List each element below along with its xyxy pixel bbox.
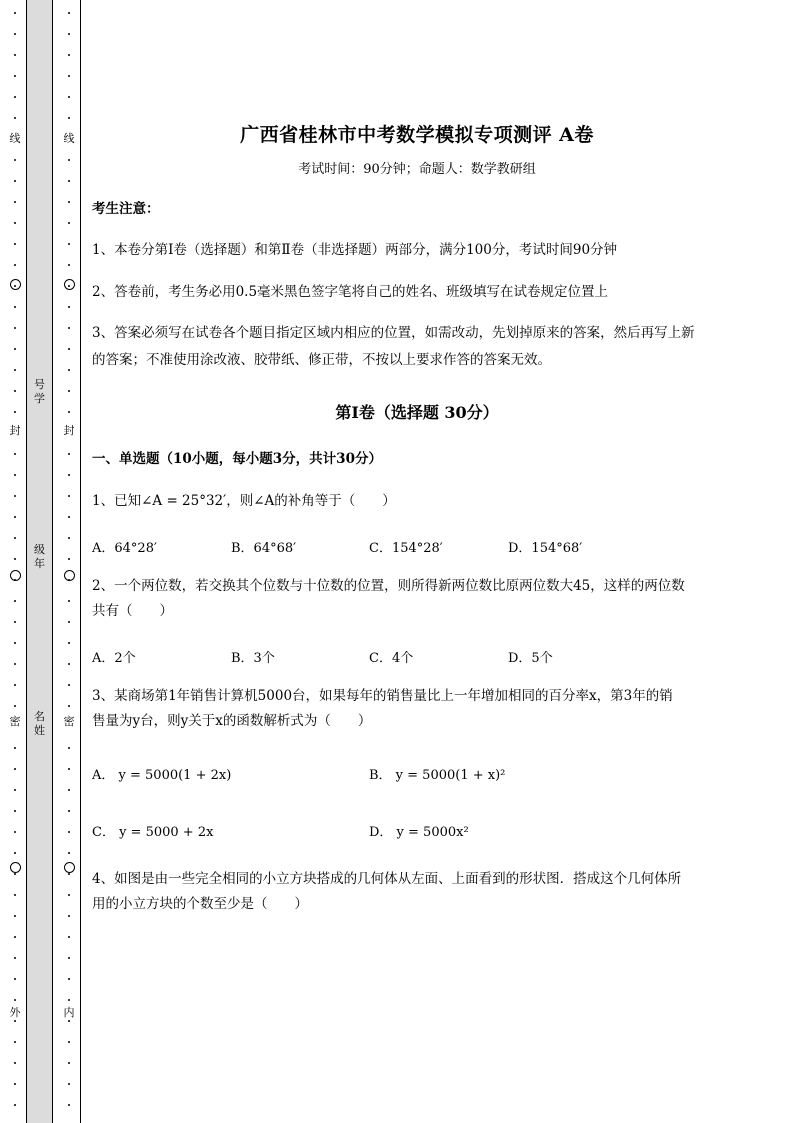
binding-dot xyxy=(14,348,16,350)
inner-dotted-line xyxy=(62,0,76,1123)
binding-dot xyxy=(68,873,70,875)
outer-circle xyxy=(10,279,21,290)
binding-dot xyxy=(68,1104,70,1106)
binding-dot xyxy=(14,1041,16,1043)
question-1-option-b[interactable]: B．64°68′ xyxy=(231,541,297,556)
section-title: 第I卷（选择题 30分） xyxy=(335,403,499,422)
binding-dot xyxy=(68,558,70,560)
notice-item-3: 3、答案必须写在试卷各个题目指定区域内相应的位置，如需改动，先划掉原来的答案，然后再写上新 xyxy=(92,325,695,341)
question-2-stem: 2、一个两位数，若交换其个位数与十位数的位置，则所得新两位数比原两位数大45，这样的两位数 xyxy=(92,578,685,594)
binding-dot xyxy=(14,369,16,371)
question-3-option-d[interactable]: D． y = 5000x² xyxy=(369,825,469,840)
binding-dot xyxy=(14,852,16,854)
binding-dot xyxy=(14,12,16,14)
binding-dot xyxy=(68,852,70,854)
binding-dot xyxy=(14,180,16,182)
binding-dot xyxy=(68,369,70,371)
binding-dot xyxy=(68,348,70,350)
binding-dot xyxy=(68,243,70,245)
binding-dot xyxy=(14,306,16,308)
binding-dot xyxy=(14,201,16,203)
binding-dot xyxy=(14,1062,16,1064)
binding-dot xyxy=(14,1083,16,1085)
question-3-stem-cont: 售量为y台，则y关于x的函数解析式为（ ） xyxy=(92,713,372,729)
question-2-stem-cont: 共有（ ） xyxy=(92,603,173,619)
binding-dot xyxy=(68,264,70,266)
inner-circle xyxy=(64,279,75,290)
question-4-stem-cont: 用的小立方块的个数至少是（ ） xyxy=(92,896,308,912)
binding-dot xyxy=(14,600,16,602)
binding-dot xyxy=(68,621,70,623)
binding-dot xyxy=(68,96,70,98)
binding-dot xyxy=(14,117,16,119)
binding-dot xyxy=(68,789,70,791)
binding-dot xyxy=(68,894,70,896)
binding-dot xyxy=(68,915,70,917)
outer-circle xyxy=(10,862,21,873)
part-heading: 一、单选题（10小题，每小题3分，共计30分） xyxy=(92,451,382,467)
binding-rule xyxy=(80,0,81,1123)
binding-dot xyxy=(14,222,16,224)
binding-dot xyxy=(14,243,16,245)
binding-dot xyxy=(68,327,70,329)
binding-dot xyxy=(68,516,70,518)
binding-dot xyxy=(14,159,16,161)
inner-circle xyxy=(64,862,75,873)
binding-dot xyxy=(14,663,16,665)
binding-dot xyxy=(14,327,16,329)
name-field-label: 名姓 xyxy=(34,710,45,737)
binding-dot xyxy=(14,894,16,896)
binding-dot xyxy=(14,558,16,560)
binding-dot xyxy=(14,621,16,623)
binding-dot xyxy=(14,957,16,959)
binding-dot xyxy=(68,1020,70,1022)
binding-dot xyxy=(14,474,16,476)
binding-dot xyxy=(68,33,70,35)
binding-dot xyxy=(14,33,16,35)
binding-dot xyxy=(68,978,70,980)
binding-dot xyxy=(68,999,70,1001)
notice-item-2: 2、答卷前，考生务必用0.5毫米黑色签字笔将自己的姓名、班级填写在试卷规定位置上 xyxy=(92,284,609,300)
binding-dot xyxy=(14,516,16,518)
binding-dot xyxy=(68,1041,70,1043)
binding-dot xyxy=(14,831,16,833)
class-field-label: 级年 xyxy=(34,543,45,570)
exam-subtitle: 考试时间：90分钟；命题人：数学教研组 xyxy=(298,162,536,177)
question-2-option-b[interactable]: B．3个 xyxy=(231,651,275,666)
binding-dot xyxy=(14,873,16,875)
binding-dot xyxy=(68,936,70,938)
outer-mark-wai: 外 xyxy=(9,1006,21,1019)
question-2-option-d[interactable]: D．5个 xyxy=(508,651,553,666)
binding-dot xyxy=(68,810,70,812)
binding-dot xyxy=(68,180,70,182)
binding-dot xyxy=(68,12,70,14)
binding-dot xyxy=(14,915,16,917)
binding-dot xyxy=(14,495,16,497)
binding-dot xyxy=(14,96,16,98)
outer-dotted-line xyxy=(8,0,22,1123)
question-3-option-b[interactable]: B． y = 5000(1 + x)² xyxy=(369,768,506,783)
binding-dot xyxy=(14,978,16,980)
question-3-option-a[interactable]: A． y = 5000(1 + 2x) xyxy=(92,768,232,783)
binding-dot xyxy=(68,474,70,476)
binding-dot xyxy=(68,117,70,119)
outer-circle xyxy=(10,570,21,581)
binding-dot xyxy=(14,936,16,938)
binding-dot xyxy=(14,264,16,266)
binding-dot xyxy=(68,75,70,77)
binding-dot xyxy=(68,495,70,497)
notice-item-3-cont: 的答案；不准使用涂改液、胶带纸、修正带，不按以上要求作答的答案无效。 xyxy=(92,352,551,368)
binding-dot xyxy=(14,642,16,644)
binding-dot xyxy=(14,537,16,539)
binding-dot xyxy=(68,957,70,959)
binding-dot xyxy=(68,222,70,224)
binding-dot xyxy=(14,747,16,749)
binding-dot xyxy=(68,453,70,455)
notice-heading: 考生注意： xyxy=(92,201,160,217)
question-1-stem: 1、已知∠A = 25°32′，则∠A的补角等于（ ） xyxy=(92,493,396,509)
binding-dot xyxy=(68,54,70,56)
outer-mark-mi: 密 xyxy=(9,715,21,728)
question-4-stem: 4、如图是由一些完全相同的小立方块搭成的几何体从左面、上面看到的形状图．搭成这个几何体所 xyxy=(92,871,682,887)
question-2-option-a[interactable]: A．2个 xyxy=(92,651,136,666)
binding-dot xyxy=(68,411,70,413)
binding-dot xyxy=(68,201,70,203)
binding-dot xyxy=(68,1062,70,1064)
binding-dot xyxy=(14,1104,16,1106)
inner-mark-mi: 密 xyxy=(63,715,75,728)
inner-circle xyxy=(64,570,75,581)
binding-dot xyxy=(68,684,70,686)
question-1-option-c[interactable]: C．154°28′ xyxy=(369,541,443,556)
binding-dot xyxy=(68,705,70,707)
question-1-option-d[interactable]: D．154°68′ xyxy=(508,541,583,556)
binding-dot xyxy=(14,705,16,707)
binding-dot xyxy=(14,999,16,1001)
binding-dot xyxy=(14,75,16,77)
outer-mark-xian: 线 xyxy=(9,132,21,145)
binding-dot xyxy=(68,831,70,833)
binding-dot xyxy=(68,159,70,161)
exam-title: 广西省桂林市中考数学模拟专项测评 A卷 xyxy=(240,124,594,146)
binding-dot xyxy=(68,642,70,644)
binding-dot xyxy=(68,390,70,392)
binding-dot xyxy=(14,453,16,455)
binding-dot xyxy=(14,390,16,392)
student-id-field-label: 号学 xyxy=(34,378,45,405)
binding-dot xyxy=(14,789,16,791)
outer-mark-feng: 封 xyxy=(9,424,21,437)
question-1-option-a[interactable]: A．64°28′ xyxy=(92,541,157,556)
question-3-stem: 3、某商场第1年销售计算机5000台，如果每年的销售量比上一年增加相同的百分率x，第3年的销 xyxy=(92,688,673,704)
binding-dot xyxy=(14,411,16,413)
binding-dot xyxy=(68,600,70,602)
binding-dot xyxy=(68,663,70,665)
inner-mark-nei: 内 xyxy=(63,1006,75,1019)
question-3-option-c[interactable]: C． y = 5000 + 2x xyxy=(92,825,214,840)
binding-dot xyxy=(68,537,70,539)
binding-dot xyxy=(14,810,16,812)
binding-dot xyxy=(68,1083,70,1085)
binding-dot xyxy=(14,54,16,56)
binding-dot xyxy=(14,684,16,686)
binding-dot xyxy=(68,768,70,770)
binding-dot xyxy=(14,768,16,770)
inner-mark-feng: 封 xyxy=(63,424,75,437)
inner-mark-xian: 线 xyxy=(63,132,75,145)
binding-dot xyxy=(14,1020,16,1022)
binding-dot xyxy=(68,306,70,308)
binding-dot xyxy=(68,747,70,749)
notice-item-1: 1、本卷分第I卷（选择题）和第Ⅱ卷（非选择题）两部分，满分100分，考试时间90分钟 xyxy=(92,242,618,258)
question-2-option-c[interactable]: C．4个 xyxy=(369,651,414,666)
